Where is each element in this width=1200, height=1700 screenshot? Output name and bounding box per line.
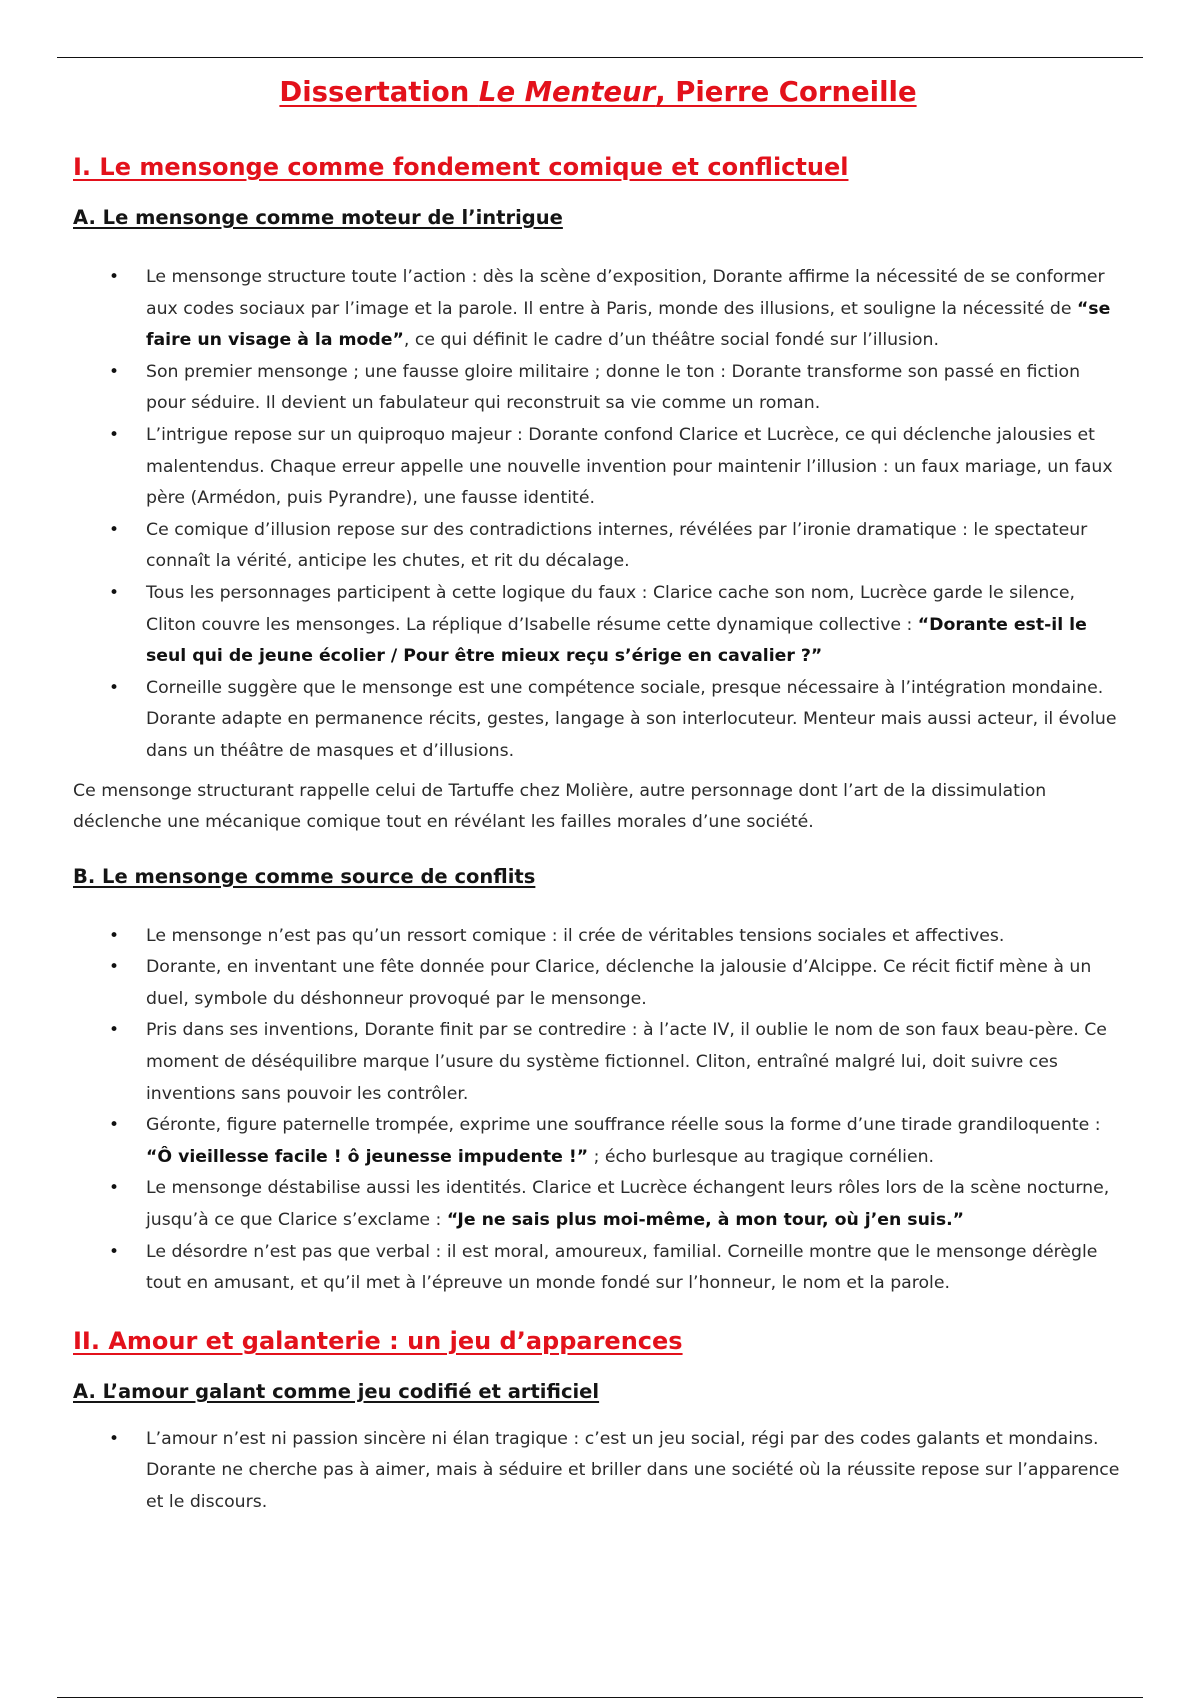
page-title [73,72,1123,112]
section-1a-list [73,262,1123,768]
quote: “Ô vieillesse facile ! ô jeunesse impudente !” [146,1146,589,1167]
list-item: • Corneille suggère que le mensonge est une compétence sociale, presque nécessaire à l’intégration mondaine. Dorante adapte en permanence récits, gestes, langage à son interlocuteur. Menteur mais aussi acteur, il évolue dans un théâtre de masques et d’illusions. [73,673,1123,768]
quote: “se faire un visage à la mode” [146,298,1111,351]
quote: “Dorante est-il le seul qui de jeune écolier / Pour être mieux reçu s’érige en cavalier ?” [146,614,1087,667]
list-item: • Pris dans ses inventions, Dorante finit par se contredire : à l’acte IV, il oublie le nom de son faux beau-père. Ce moment de déséquilibre marque l’usure du système fictionnel. Cliton, entraîné malgré lui, doit suivre ces inventions sans pouvoir les contrôler. [73,1015,1123,1110]
text: Le mensonge déstabilise aussi les identités. Clarice et Lucrèce échangent leurs rôles lors de la scène nocturne, jusqu’à ce que Clarice s’exclame : [146,1178,1110,1231]
section-1a-heading: A. Le mensonge comme moteur de l’intrigue [73,206,563,229]
list-item: • Ce comique d’illusion repose sur des contradictions internes, révélées par l’ironie dramatique : le spectateur connaît la vérité, anticipe les chutes, et rit du décalage. [73,515,1123,578]
part-1-heading: I. Le mensonge comme fondement comique et conflictuel [73,153,849,181]
list-item [73,1173,1123,1236]
section-2a-heading: A. L’amour galant comme jeu codifié et artificiel [73,1379,600,1403]
section-1a-conclusion: Ce mensonge structurant rappelle celui de Tartuffe chez Molière, autre personnage dont l’art de la dissimulation déclenche une mécanique comique tout en révélant les failles morales d’une société. [73,780,1047,833]
list-item: • L’amour n’est ni passion sincère ni élan tragique : c’est un jeu social, régi par des codes galants et mondains. Dorante ne cherche pas à aimer, mais à séduire et briller dans une société où la réussite repose sur l’apparence et le discours. [73,1424,1123,1519]
part-2-heading: II. Amour et galanterie : un jeu d’apparences [73,1326,683,1355]
title-work: Le Menteur [478,76,656,108]
text: ; écho burlesque au tragique cornélien. [588,1146,935,1167]
list-item [73,578,1123,673]
list-item: • L’intrigue repose sur un quiproquo majeur : Dorante confond Clarice et Lucrèce, ce qui déclenche jalousies et malentendus. Chaque erreur appelle une nouvelle invention pour maintenir l’illusion : un faux mariage, un faux père (Armédon, puis Pyrandre), une fausse identité. [73,420,1123,515]
list-item: • Dorante, en inventant une fête donnée pour Clarice, déclenche la jalousie d’Alcippe. Ce récit fictif mène à un duel, symbole du déshonneur provoqué par le mensonge. [73,952,1123,1015]
bottom-rule [57,1697,1143,1698]
document-page [73,72,1123,1519]
text: , ce qui définit le cadre d’un théâtre social fondé sur l’illusion. [403,330,939,351]
text: Le mensonge structure toute l’action : dès la scène d’exposition, Dorante affirme la nécessité de se conformer aux codes sociaux par l’image et la parole. Il entre à Paris, monde des illusions, et souligne la nécessité de [146,267,1105,319]
list-item: • Le désordre n’est pas que verbal : il est moral, amoureux, familial. Corneille montre que le mensonge dérègle tout en amusant, et qu’il met à l’épreuve un monde fondé sur l’honneur, le nom et la parole. [73,1237,1123,1300]
top-rule [57,57,1143,58]
title-author: , Pierre Corneille [655,76,917,108]
section-1b-heading: B. Le mensonge comme source de conflits [73,864,536,888]
text: Géronte, figure paternelle trompée, exprime une souffrance réelle sous la forme d’une tirade grandiloquente : [146,1115,1101,1136]
list-item: • Son premier mensonge ; une fausse gloire militaire ; donne le ton : Dorante transforme son passé en fiction pour séduire. Il devient un fabulateur qui reconstruit sa vie comme un roman. [73,357,1123,420]
quote: “Je ne sais plus moi-même, à mon tour, où j’en suis.” [446,1210,965,1231]
section-2a-list [73,1424,1123,1519]
title-prefix: Dissertation [279,76,479,108]
list-item: • Le mensonge n’est pas qu’un ressort comique : il crée de véritables tensions sociales et affectives. [73,921,1123,953]
list-item [73,262,1123,357]
section-1b-list [73,921,1123,1300]
text: Tous les personnages participent à cette logique du faux : Clarice cache son nom, Lucrèce garde le silence, Cliton couvre les mensonges. La réplique d’Isabelle résume cette dynamique collective : [146,582,1075,635]
list-item [73,1110,1123,1173]
